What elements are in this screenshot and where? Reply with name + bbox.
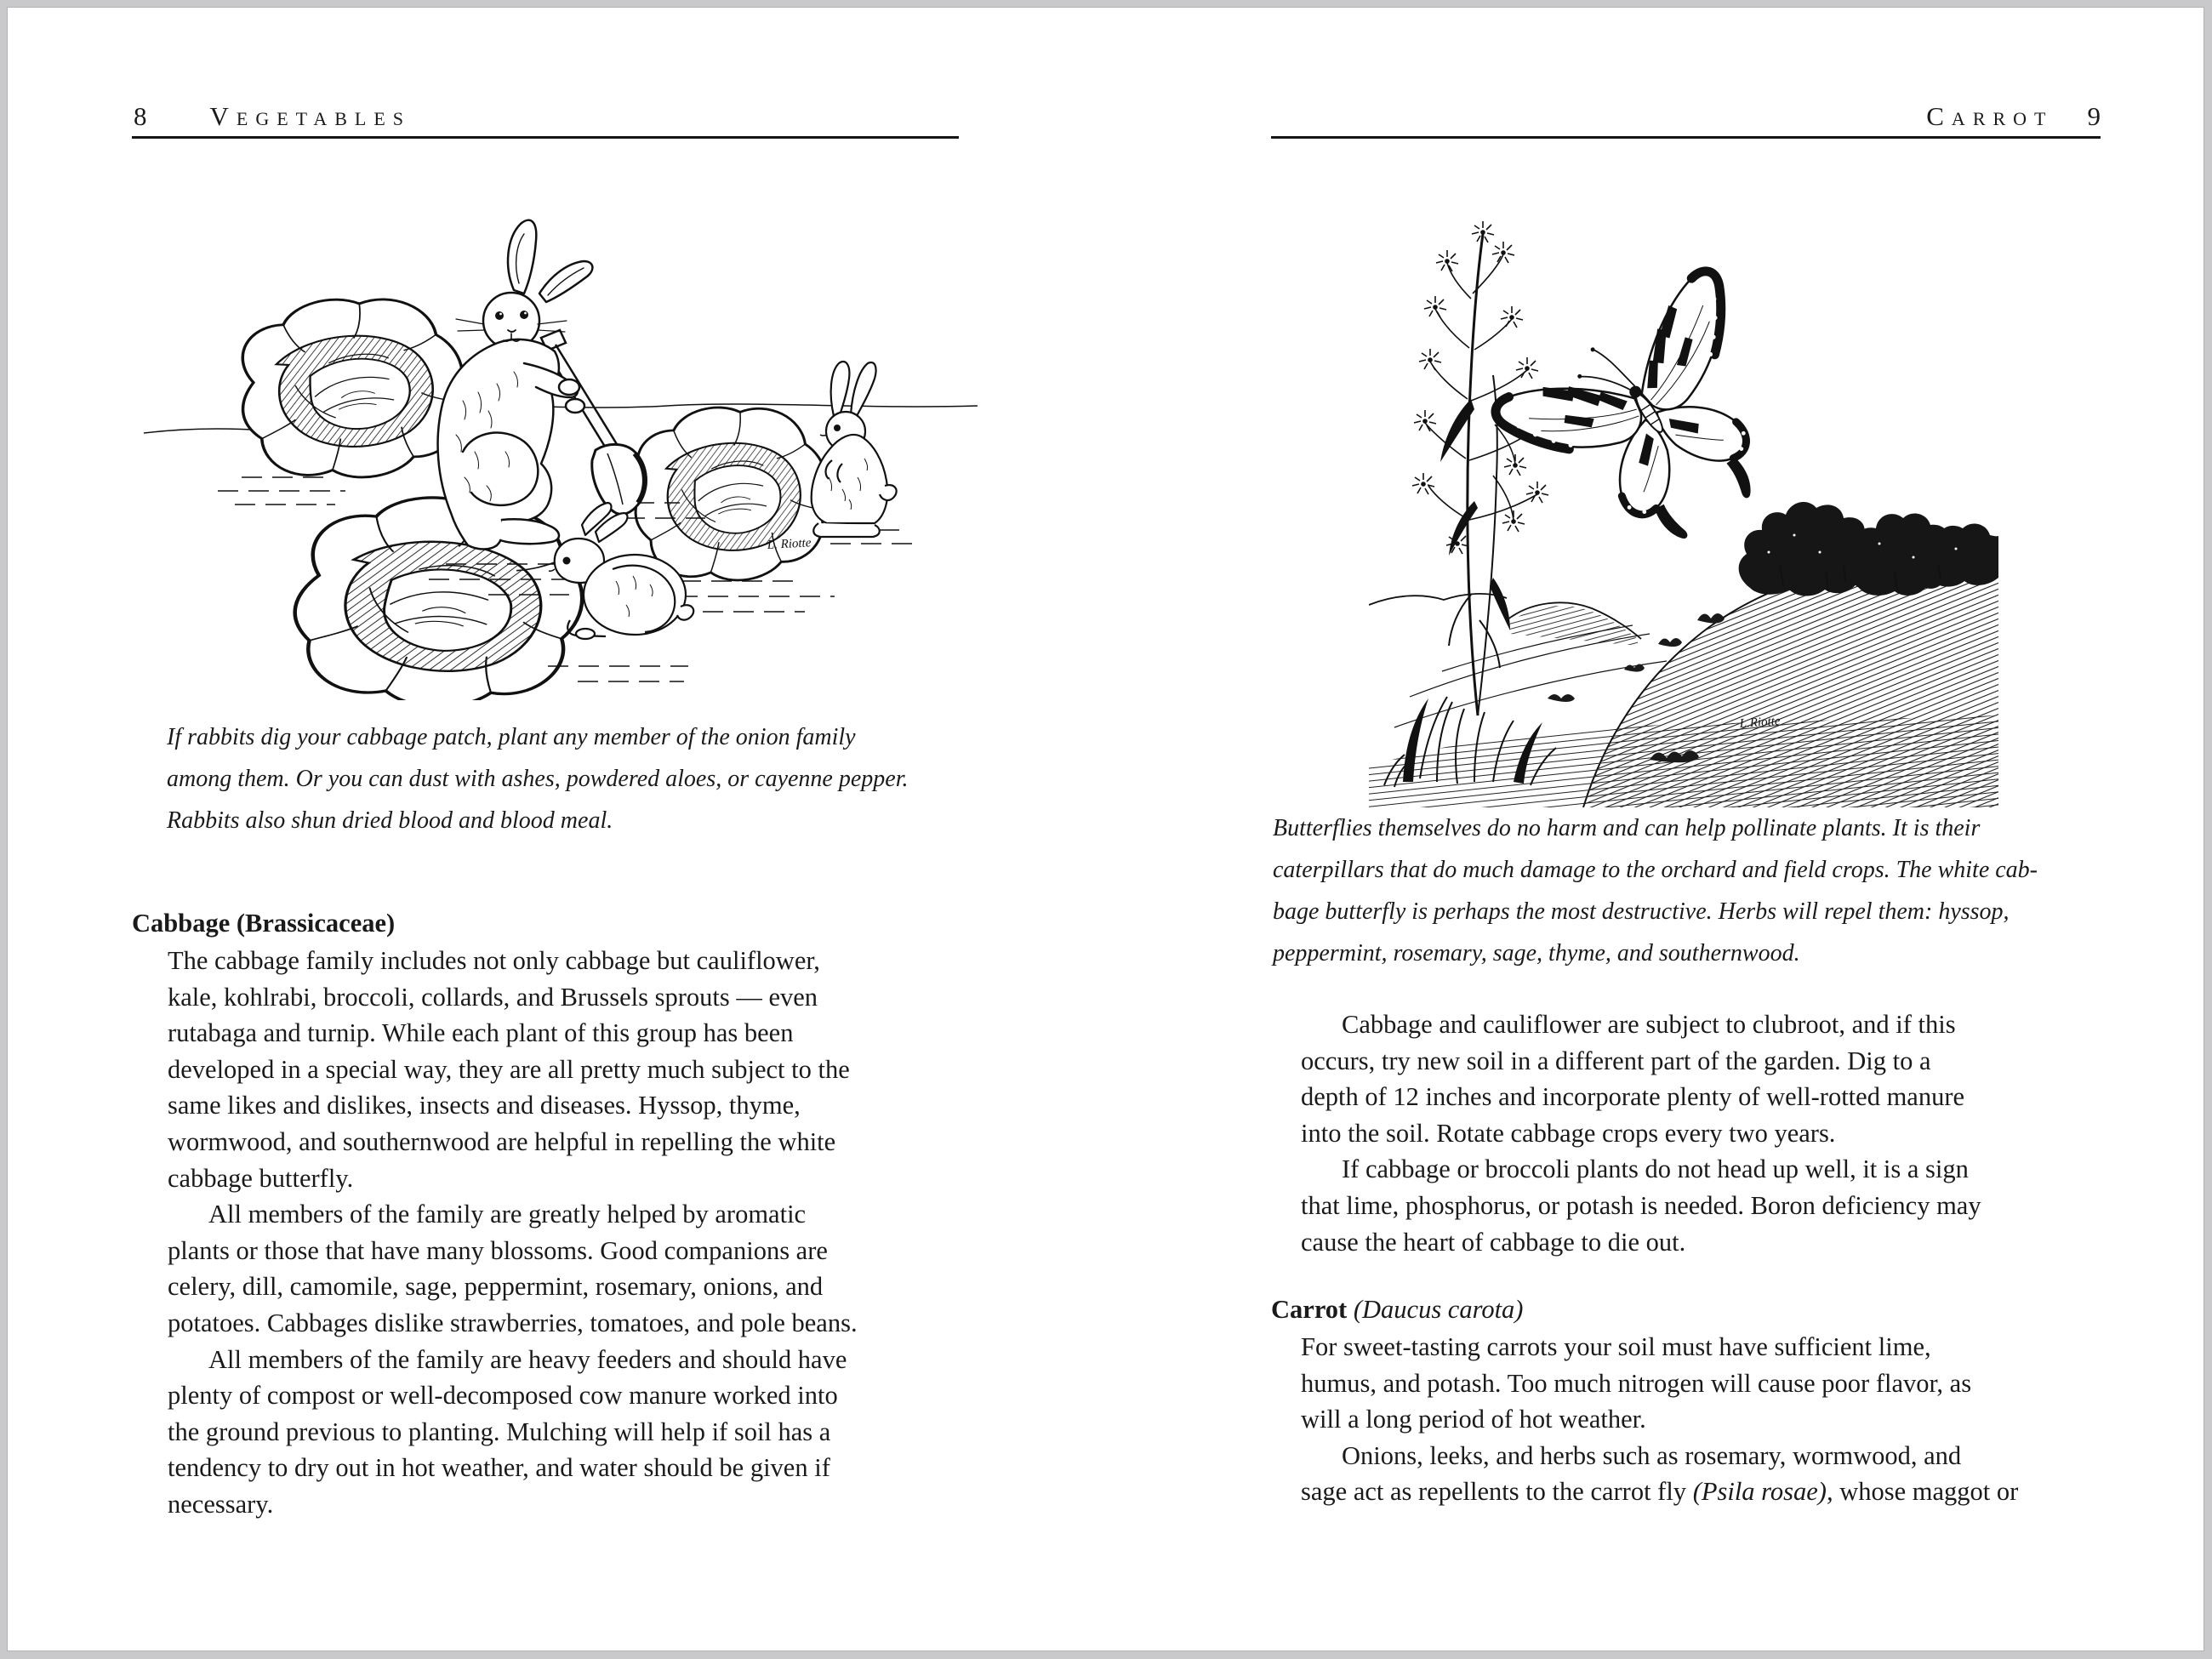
- cabbage-lower-left: [281, 487, 597, 700]
- page-number-left: 8: [134, 101, 147, 131]
- body-text-left: The cabbage family includes not only cabbage but cauliflower, kale, kohlrabi, broccoli, collards, and Brussels sprouts — even rutabaga and turnip. While each plant of this group has been developed in a special way, they are all pretty much subject to the same likes and dislikes, insects and diseases. Hyssop, thyme, wormwood, and southernwood are helpful in repelling the white cabbage butterfly. All members of the family are greatly helped by aromatic plants or those that have many blossoms. Good companions are celery, dill, camomile, sage, peppermint, rosemary, onions, and potatoes. Cabbages dislike strawberries, tomatoes, and pole beans. All members of the family are heavy feeders and should have plenty of compost or well-decomposed cow manure worked into the ground previous to planting. Mulching will help if soil has a tendency to dry out in hot weather, and water should be given if necessary.: [168, 946, 858, 1519]
- page-number-right: 9: [2087, 101, 2101, 131]
- bushes: [1739, 502, 1998, 596]
- caption-right: Butterflies themselves do no harm and can help pollinate plants. It is their caterpillars that do much damage to the orchard and field crops. The white cab- bage butterfly is perhaps the most destructive. Herbs will repel them: hyssop, peppermint, rosemary, sage, thyme, and southernwood.: [1273, 815, 2038, 966]
- illustrator-signature-left: L. Riotte: [767, 536, 812, 552]
- book-spread: [7, 7, 2204, 1651]
- running-head-title-right: Carrot: [1926, 101, 2054, 131]
- section-heading-carrot: Carrot (Daucus carota): [1271, 1295, 1524, 1324]
- illustrator-signature-right: L.Riotte: [1739, 714, 1782, 731]
- running-head-title-left: Vegetables: [209, 101, 412, 131]
- body-text-right-top: Cabbage and cauliflower are subject to clubroot, and if this occurs, try new soil in a different part of the garden. Dig to a depth of 12 inches and incorporate plenty of well-rotted manure into the soil. Rotate cabbage crops every two years. If cabbage or broccoli plants do not head up well, it is a sign that lime, phosphorus, or potash is needed. Boron deficiency may cause the heart of cabbage to die out.: [1301, 1010, 1981, 1257]
- caption-left: If rabbits dig your cabbage patch, plant any member of the onion family among them. Or you can dust with ashes, powdered aloes, or cayenne pepper. Rabbits also shun dried blood and blood meal.: [167, 724, 909, 834]
- body-text-right-bottom: For sweet-tasting carrots your soil must have sufficient lime, humus, and potash. Too much nitrogen will cause poor flavor, as will a long period of hot weather. Onions, leeks, and herbs such as rosemary, wormwood, and sage act as repellents to the carrot fly (Psila rosae), whose maggot or: [1301, 1332, 2019, 1507]
- standing-rabbit: [438, 220, 593, 550]
- running-header-left: [134, 101, 411, 132]
- butterfly-meadow-illustration: [1369, 220, 1998, 807]
- running-header-right: [1271, 101, 2101, 132]
- header-rule-left: [132, 136, 959, 139]
- upright-rabbit: [812, 362, 897, 537]
- header-rule-right: [1271, 136, 2101, 139]
- rabbits-cabbage-illustration: [140, 197, 982, 700]
- section-heading-cabbage: Cabbage (Brassicaceae): [132, 909, 396, 938]
- wildflower-plant: [1412, 221, 1548, 715]
